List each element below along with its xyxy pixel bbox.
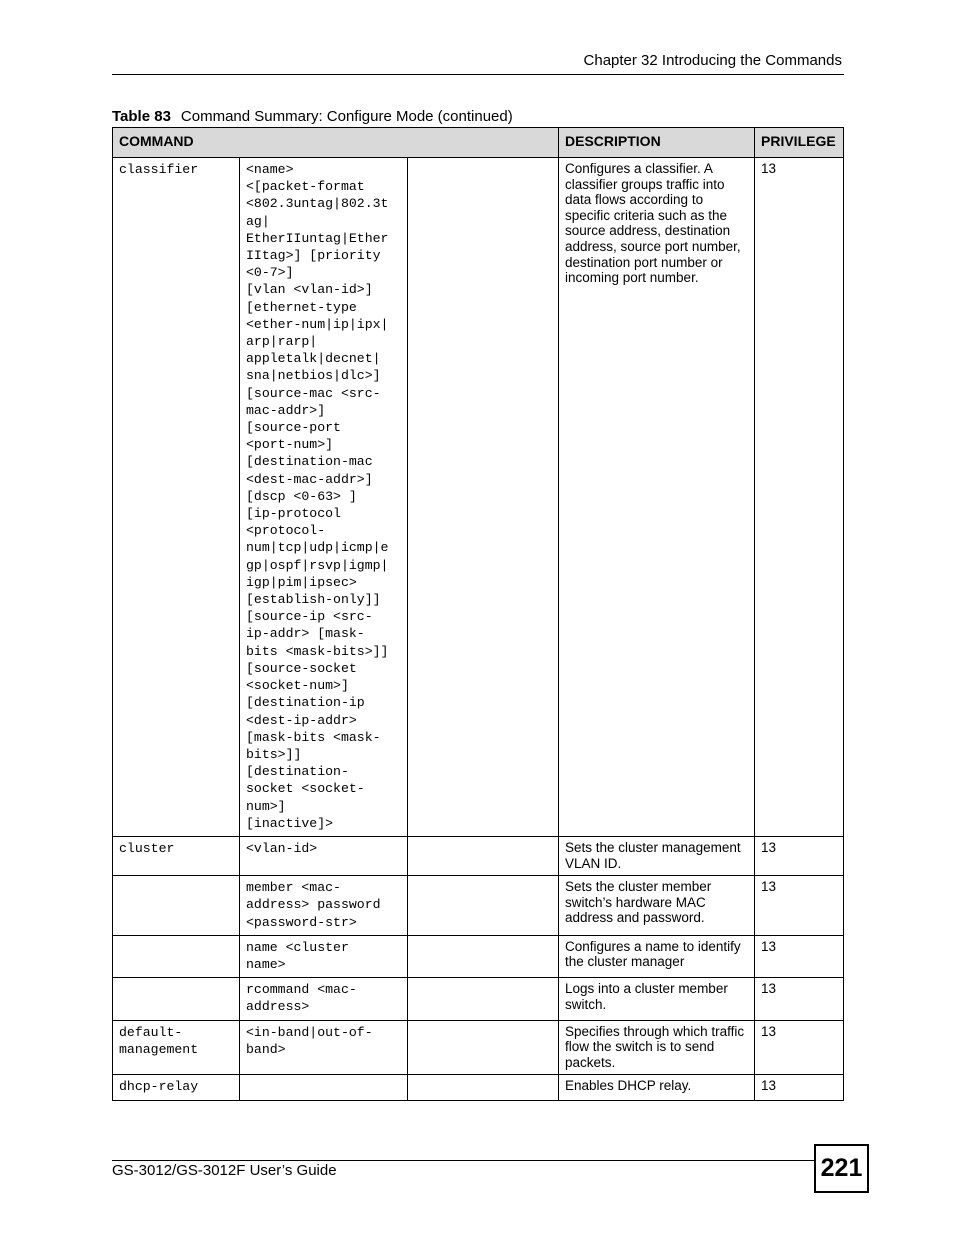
description-cell: Enables DHCP relay.	[559, 1075, 755, 1100]
arguments-cell: name <cluster name>	[240, 935, 408, 977]
description-cell: Sets the cluster management VLAN ID.	[559, 836, 755, 875]
table-header-row	[113, 128, 844, 158]
description-cell: Configures a classifier. A classifier groups traffic into data flows according to specific criteria such as the source address, destination address, source port number, destination port number or incoming port number.	[559, 158, 755, 837]
table-caption-text: Command Summary: Configure Mode (continued)	[180, 108, 513, 125]
header-description: DESCRIPTION	[559, 128, 755, 158]
command-cell	[113, 935, 240, 977]
running-header: Chapter 32 Introducing the Commands	[583, 52, 842, 69]
table-row	[113, 1020, 844, 1075]
footer-rule	[112, 1160, 815, 1161]
description-cell: Logs into a cluster member switch.	[559, 978, 755, 1020]
command-cell: dhcp-relay	[113, 1075, 240, 1100]
arguments-cell: <vlan-id>	[240, 836, 408, 875]
table-caption	[112, 108, 513, 125]
extra-cell	[408, 978, 559, 1020]
table-row	[113, 1075, 844, 1100]
arguments-cell: rcommand <mac- address>	[240, 978, 408, 1020]
extra-cell	[408, 836, 559, 875]
header-command: COMMAND	[113, 128, 559, 158]
arguments-cell: <name> <[packet-format <802.3untag|802.3t ag| EtherIIuntag|Ether IItag>] [priority <0-7>] [vlan <vlan-id>] [ethernet-type <ether-num|ip|ipx| arp|rarp| appletalk|decnet| sna|netbios|dlc>] [source-mac <src- mac-addr>] [source-port <port-num>] [destination-mac <dest-mac-addr>] [dscp <0-63> ] [ip-protocol <protocol- num|tcp|udp|icmp|e gp|ospf|rsvp|igmp| igp|pim|ipsec> [establish-only]] [source-ip <src- ip-addr> [mask- bits <mask-bits>]] [source-socket <socket-num>] [destination-ip <dest-ip-addr> [mask-bits <mask- bits>]] [destination- socket <socket- num>] [inactive]>	[240, 158, 408, 837]
privilege-cell: 13	[755, 1075, 844, 1100]
header-rule	[112, 74, 844, 75]
footer-guide-title: GS-3012/GS-3012F User’s Guide	[112, 1162, 337, 1179]
command-table	[112, 127, 844, 1101]
command-cell	[113, 876, 240, 936]
privilege-cell: 13	[755, 158, 844, 837]
extra-cell	[408, 876, 559, 936]
table-caption-label: Table 83	[112, 108, 171, 125]
table-row	[113, 876, 844, 936]
extra-cell	[408, 935, 559, 977]
arguments-cell	[240, 1075, 408, 1100]
command-cell: default- management	[113, 1020, 240, 1075]
command-cell: cluster	[113, 836, 240, 875]
privilege-cell: 13	[755, 978, 844, 1020]
arguments-cell: <in-band|out-of- band>	[240, 1020, 408, 1075]
privilege-cell: 13	[755, 1020, 844, 1075]
arguments-cell: member <mac- address> password <password-str>	[240, 876, 408, 936]
extra-cell	[408, 158, 559, 837]
header-privilege: PRIVILEGE	[755, 128, 844, 158]
extra-cell	[408, 1075, 559, 1100]
description-cell: Specifies through which traffic flow the switch is to send packets.	[559, 1020, 755, 1075]
table-row	[113, 836, 844, 875]
table-row	[113, 158, 844, 837]
extra-cell	[408, 1020, 559, 1075]
page-number: 221	[814, 1144, 869, 1193]
privilege-cell: 13	[755, 935, 844, 977]
command-cell: classifier	[113, 158, 240, 837]
privilege-cell: 13	[755, 836, 844, 875]
description-cell: Sets the cluster member switch’s hardware MAC address and password.	[559, 876, 755, 936]
table-row	[113, 935, 844, 977]
description-cell: Configures a name to identify the cluster manager	[559, 935, 755, 977]
privilege-cell: 13	[755, 876, 844, 936]
table-row	[113, 978, 844, 1020]
command-cell	[113, 978, 240, 1020]
